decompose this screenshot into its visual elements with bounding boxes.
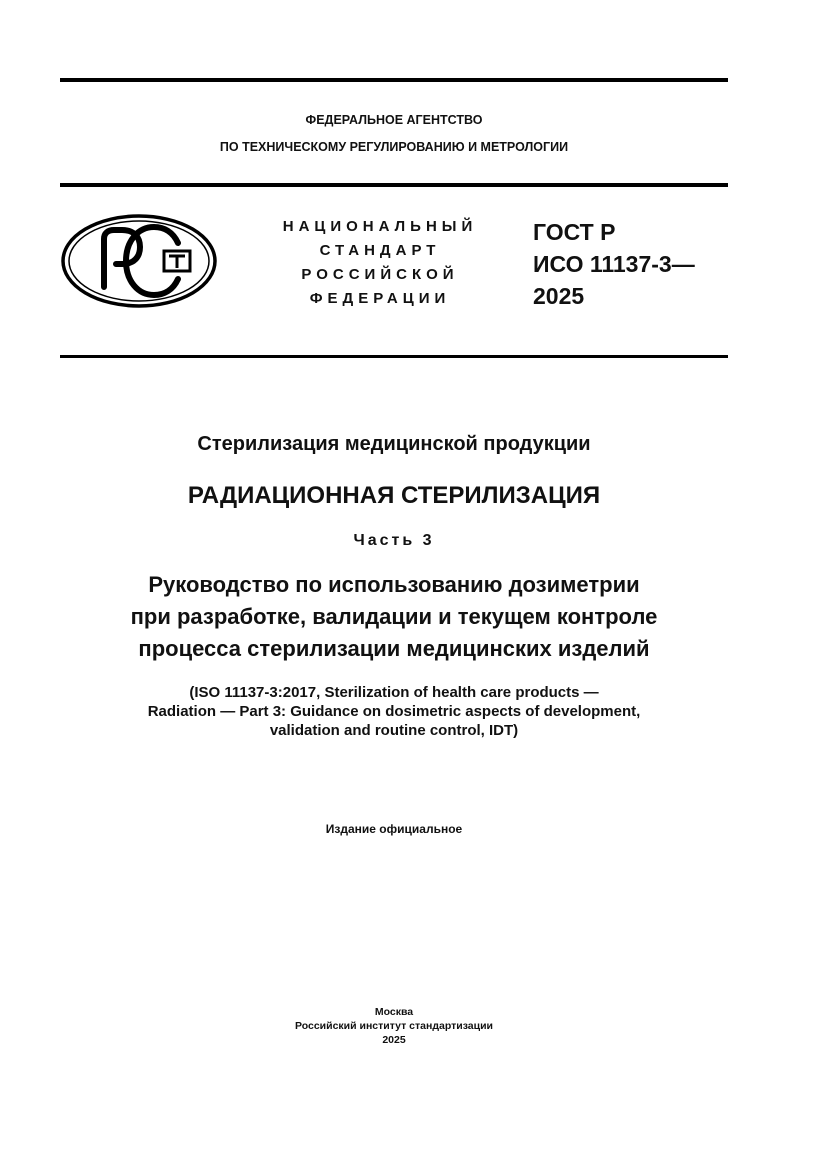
rst-conformity-mark-icon: [60, 213, 218, 314]
header-rule: [60, 183, 728, 187]
agency-name-line-2: ПО ТЕХНИЧЕСКОМУ РЕГУЛИРОВАНИЮ И МЕТРОЛОГИИ: [219, 140, 569, 154]
national-line: РОССИЙСКОЙ: [301, 266, 459, 283]
agency-name-line-1: ФЕДЕРАЛЬНОЕ АГЕНТСТВО: [305, 113, 483, 127]
edition-label: Издание официальное: [325, 822, 463, 836]
standard-code: [533, 216, 695, 312]
publisher-year: 2025: [382, 1034, 406, 1046]
iso-reference: [60, 683, 728, 740]
subtitle: [60, 569, 728, 665]
national-line: СТАНДАРТ: [319, 242, 441, 259]
main-title: РАДИАЦИОННАЯ СТЕРИЛИЗАЦИЯ: [187, 482, 601, 509]
standard-code-line: ИСО 11137-3—: [533, 251, 695, 277]
subtitle-line: Руководство по использованию дозиметрии: [148, 572, 640, 597]
iso-reference-line: Radiation — Part 3: Guidance on dosimetric aspects of development,: [147, 703, 641, 720]
part-label: Часть 3: [353, 532, 435, 549]
iso-reference-line: (ISO 11137-3:2017, Sterilization of health care products —: [189, 684, 599, 701]
general-title: Стерилизация медицинской продукции: [197, 433, 591, 455]
subtitle-line: при разработке, валидации и текущем контроле: [130, 604, 658, 629]
publisher-city: Москва: [374, 1006, 414, 1018]
national-line: ФЕДЕРАЦИИ: [309, 290, 451, 307]
subtitle-line: процесса стерилизации медицинских изделий: [138, 636, 650, 661]
standard-code-line: 2025: [533, 283, 585, 309]
iso-reference-line: validation and routine control, IDT): [269, 722, 519, 739]
national-line: НАЦИОНАЛЬНЫЙ: [282, 218, 478, 235]
national-standard-label: [262, 215, 498, 311]
standard-rule: [60, 355, 728, 358]
standard-code-line: ГОСТ Р: [533, 219, 616, 245]
publisher-block: [60, 1005, 728, 1047]
top-rule: [60, 78, 728, 82]
publisher-name: Российский институт стандартизации: [294, 1020, 494, 1032]
